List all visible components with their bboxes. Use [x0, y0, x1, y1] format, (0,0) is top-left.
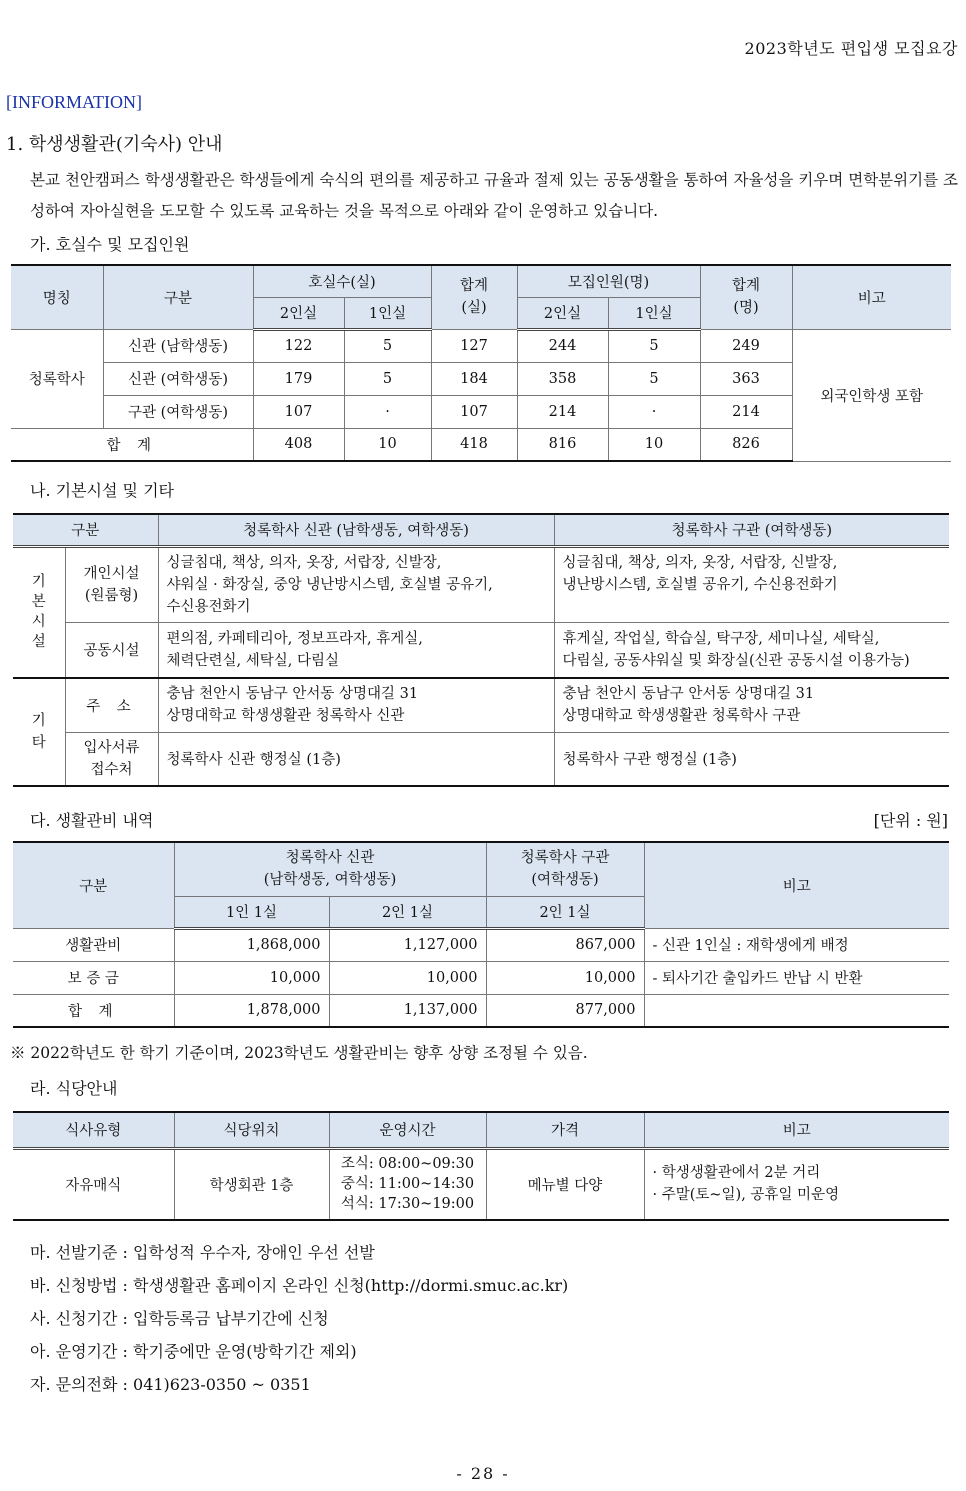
row-label: 공동시설 — [65, 622, 158, 678]
total-rooms-single: 10 — [344, 428, 431, 461]
cell-rooms-single: · — [344, 395, 431, 428]
list-item: 마. 선발기준 : 입학성적 우수자, 장애인 우선 선발 — [30, 1243, 375, 1262]
header-location: 식당위치 — [174, 1112, 329, 1148]
cell-rooms-double: 179 — [253, 362, 344, 395]
cell-recruit-single: · — [608, 395, 700, 428]
header-old: 청록학사 구관 (여학생동) — [554, 514, 949, 546]
header-name: 명칭 — [11, 265, 103, 329]
header-recruit-total: 합계 (명) — [700, 265, 792, 329]
cell-hours: 조식: 08:00~09:30 중식: 11:00~14:30 석식: 17:30~19:00 — [329, 1148, 486, 1220]
row-label: 입사서류 접수처 — [65, 732, 158, 786]
header-new: 청록학사 신관 (남학생동, 여학생동) — [174, 842, 486, 896]
fees-table — [13, 841, 949, 1028]
cell-new: 편의점, 카페테리아, 정보프라자, 휴게실, 체력단련실, 세탁실, 다림실 — [158, 622, 554, 678]
subsection-title-ra: 라. 식당안내 — [30, 1079, 118, 1098]
cell-old-double: 867,000 — [486, 928, 644, 961]
row-label: 합 계 — [13, 994, 174, 1027]
cell-new-single: 10,000 — [174, 961, 329, 994]
cell-recruit-total: 214 — [700, 395, 792, 428]
row-label: 생활관비 — [13, 928, 174, 961]
header-rooms-single: 1인실 — [344, 297, 431, 329]
cell-recruit-double: 214 — [517, 395, 608, 428]
header-old-double: 2인 1실 — [486, 896, 644, 928]
header-note: 비고 — [644, 1112, 949, 1148]
header-type: 구분 — [13, 514, 158, 546]
list-item: 자. 문의전화 : 041)623-0350 ~ 0351 — [30, 1375, 311, 1394]
cell-new: 청록학사 신관 행정실 (1층) — [158, 732, 554, 786]
cell-new-single: 1,868,000 — [174, 928, 329, 961]
cell-note: - 퇴사기간 출입카드 반납 시 반환 — [644, 961, 949, 994]
cell-old: 휴게실, 작업실, 학습실, 탁구장, 세미나실, 세탁실, 다림실, 공동샤워실 및 화장실(신관 공동시설 이용가능) — [554, 622, 949, 678]
header-new-double: 2인 1실 — [329, 896, 486, 928]
table-row-type: 신관 (남학생동) — [103, 329, 253, 362]
header-note: 비고 — [792, 265, 951, 329]
information-label: [INFORMATION] — [6, 92, 142, 112]
cell-rooms-total: 107 — [431, 395, 517, 428]
cell-price: 메뉴별 다양 — [486, 1148, 644, 1220]
header-recruit-single: 1인실 — [608, 297, 700, 329]
cell-new-double: 1,137,000 — [329, 994, 486, 1027]
cell-recruit-double: 358 — [517, 362, 608, 395]
cell-rooms-double: 107 — [253, 395, 344, 428]
cell-old: 충남 천안시 동남구 안서동 상명대길 31 상명대학교 학생생활관 청록학사 구관 — [554, 678, 949, 732]
cell-old: 청록학사 구관 행정실 (1층) — [554, 732, 949, 786]
list-item: 바. 신청방법 : 학생생활관 홈페이지 온라인 신청(http://dormi.smuc.ac.kr) — [30, 1276, 569, 1295]
cell-recruit-total: 363 — [700, 362, 792, 395]
intro-paragraph: 본교 천안캠퍼스 학생생활관은 학생들에게 숙식의 편의를 제공하고 규율과 절제 있는 공동생활을 통하여 자율성을 키우며 면학분위기를 조성하여 자아실현을 도모할 수 있도록 교육하는 것을 목적으로 아래와 같이 운영하고 있습니다. — [30, 171, 958, 220]
header-new: 청록학사 신관 (남학생동, 여학생동) — [158, 514, 554, 546]
cell-location: 학생회관 1층 — [174, 1148, 329, 1220]
table-row-type: 구관 (여학생동) — [103, 395, 253, 428]
header-new-single: 1인 1실 — [174, 896, 329, 928]
header-rooms-double: 2인실 — [253, 297, 344, 329]
header-recruit: 모집인원(명) — [517, 265, 700, 297]
subsection-title-na: 나. 기본시설 및 기타 — [30, 481, 174, 500]
cafeteria-table — [13, 1111, 949, 1221]
group-basic-label: 기 본 시 설 — [13, 546, 65, 678]
total-rooms-total: 418 — [431, 428, 517, 461]
cell-recruit-double: 244 — [517, 329, 608, 362]
cell-old-double: 877,000 — [486, 994, 644, 1027]
cell-rooms-total: 127 — [431, 329, 517, 362]
header-price: 가격 — [486, 1112, 644, 1148]
header-old: 청록학사 구관 (여학생동) — [486, 842, 644, 896]
cell-note: - 신관 1인실 : 재학생에게 배정 — [644, 928, 949, 961]
subsection-title-da: 다. 생활관비 내역 — [30, 811, 154, 830]
header-type: 구분 — [13, 842, 174, 928]
list-item: 사. 신청기간 : 입학등록금 납부기간에 신청 — [30, 1309, 329, 1328]
total-recruit-total: 826 — [700, 428, 792, 461]
header-rooms: 호실수(실) — [253, 265, 431, 297]
cell-note: · 학생생활관에서 2분 거리 · 주말(토~일), 공휴일 미운영 — [644, 1148, 949, 1220]
cell-note: 외국인학생 포함 — [792, 329, 951, 461]
cell-old: 싱글침대, 책상, 의자, 옷장, 서랍장, 신발장, 냉난방시스템, 호실별 공유기, 수신용전화기 — [554, 546, 949, 622]
row-label: 개인시설 (원룸형) — [65, 546, 158, 622]
cell-rooms-single: 5 — [344, 329, 431, 362]
header-meal-type: 식사유형 — [13, 1112, 174, 1148]
cell-new-double: 10,000 — [329, 961, 486, 994]
cell-new-single: 1,878,000 — [174, 994, 329, 1027]
total-rooms-double: 408 — [253, 428, 344, 461]
cell-recruit-single: 5 — [608, 329, 700, 362]
facilities-table — [13, 513, 949, 787]
total-recruit-single: 10 — [608, 428, 700, 461]
fees-footnote: ※ 2022학년도 한 학기 기준이며, 2023학년도 생활관비는 향후 상향 조정될 수 있음. — [10, 1044, 588, 1062]
cell-new: 싱글침대, 책상, 의자, 옷장, 서랍장, 신발장, 샤워실 · 화장실, 중앙 냉난방시스템, 호실별 공유기, 수신용전화기 — [158, 546, 554, 622]
header-rooms-total: 합계 (실) — [431, 265, 517, 329]
subsection-title-ga: 가. 호실수 및 모집인원 — [30, 235, 190, 254]
row-label: 보 증 금 — [13, 961, 174, 994]
cell-meal-type: 자유매식 — [13, 1148, 174, 1220]
cell-new: 충남 천안시 동남구 안서동 상명대길 31 상명대학교 학생생활관 청록학사 신관 — [158, 678, 554, 732]
cell-old-double: 10,000 — [486, 961, 644, 994]
header-hours: 운영시간 — [329, 1112, 486, 1148]
document-header-title: 2023학년도 편입생 모집요강 — [744, 39, 958, 58]
list-item: 아. 운영기간 : 학기중에만 운영(방학기간 제외) — [30, 1342, 357, 1361]
row-label: 주 소 — [65, 678, 158, 732]
cell-rooms-single: 5 — [344, 362, 431, 395]
cell-new-double: 1,127,000 — [329, 928, 486, 961]
table-row-type: 신관 (여학생동) — [103, 362, 253, 395]
header-note: 비고 — [644, 842, 949, 928]
cell-recruit-single: 5 — [608, 362, 700, 395]
dorm-name: 청록학사 — [11, 329, 103, 428]
unit-label: [단위 : 원] — [873, 811, 948, 830]
group-etc-label: 기 타 — [13, 678, 65, 786]
total-label: 합 계 — [11, 428, 253, 461]
info-list — [30, 1236, 568, 1401]
total-recruit-double: 816 — [517, 428, 608, 461]
page-number: - 28 - — [456, 1464, 510, 1483]
header-type: 구분 — [103, 265, 253, 329]
cell-note — [644, 994, 949, 1027]
header-recruit-double: 2인실 — [517, 297, 608, 329]
cell-rooms-total: 184 — [431, 362, 517, 395]
cell-rooms-double: 122 — [253, 329, 344, 362]
section-title: 1. 학생생활관(기숙사) 안내 — [6, 134, 223, 155]
rooms-table — [11, 264, 951, 462]
cell-recruit-total: 249 — [700, 329, 792, 362]
